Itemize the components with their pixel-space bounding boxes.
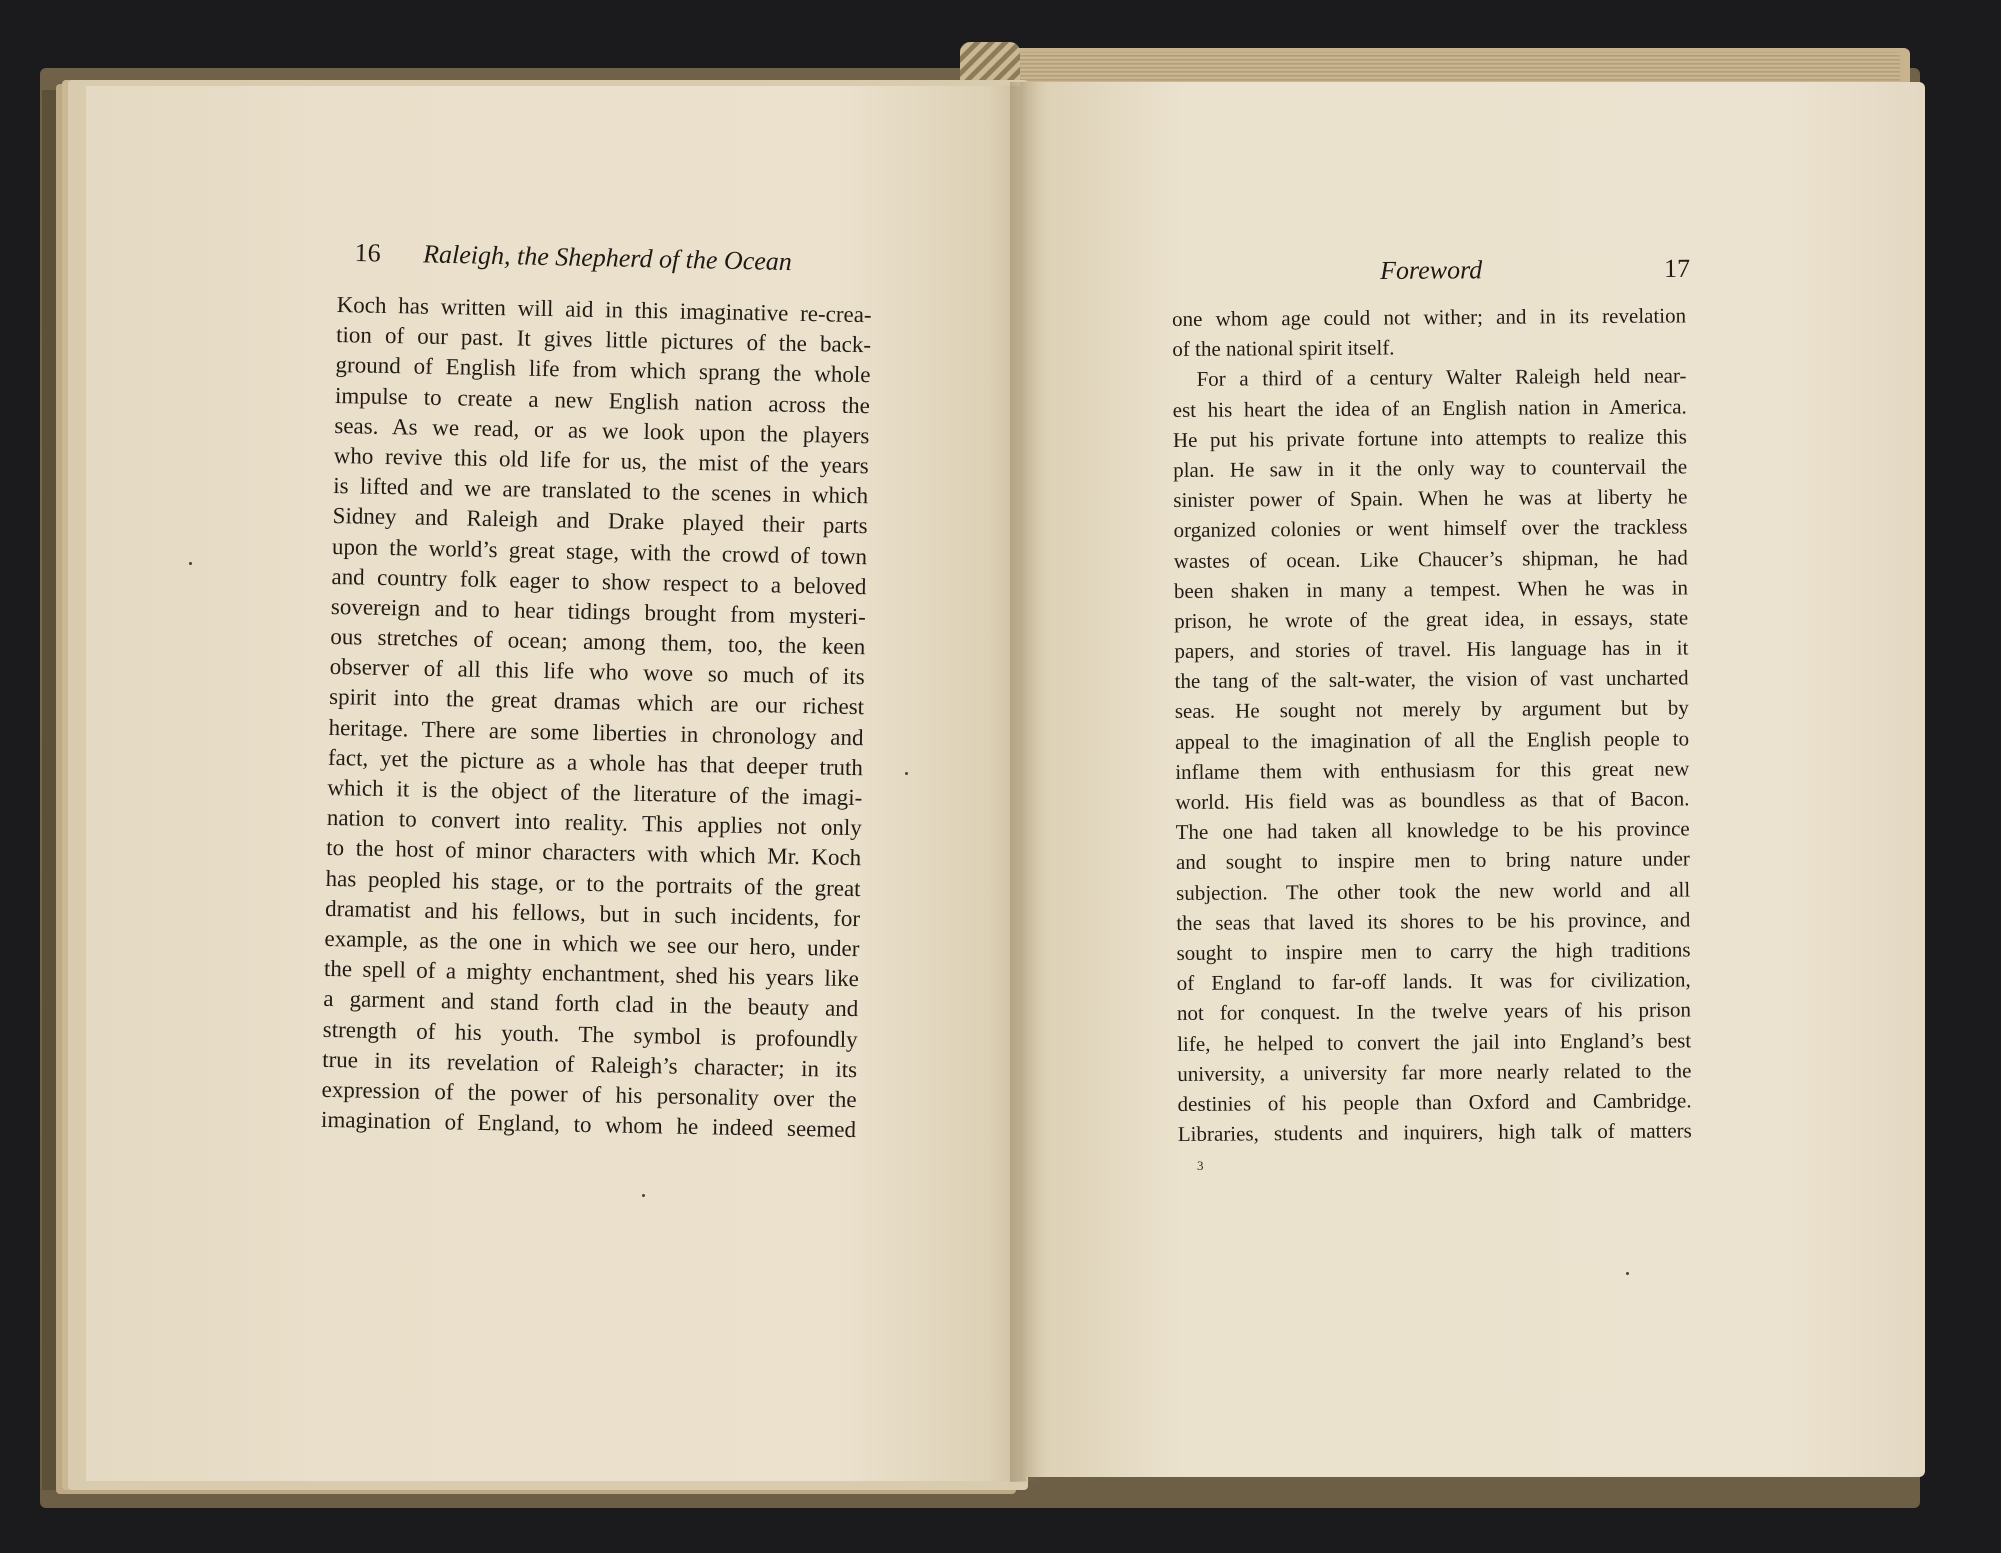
text-line: Libraries, students and inquirers, high talk of matters bbox=[1177, 1118, 1692, 1147]
page-edges-top bbox=[1000, 52, 1900, 82]
text-line: imagination of England, to whom he indeed seemed bbox=[320, 1106, 857, 1143]
text-line: tion of our past. It gives little pictures of the back- bbox=[335, 322, 872, 358]
text-line: He put his private fortune into attempts to realize this bbox=[1172, 424, 1688, 452]
text-line: For a third of a century Walter Raleigh held near- bbox=[1196, 363, 1687, 392]
text-line: est his heart the idea of an English nation in America. bbox=[1172, 393, 1687, 422]
text-line: destinies of his people than Oxford and Cambridge. bbox=[1177, 1088, 1692, 1116]
text-line: sought to inspire men to carry the high traditions bbox=[1176, 937, 1691, 965]
text-line: one whom age could not wither; and in its revelation bbox=[1172, 303, 1687, 331]
text-line: appeal to the imagination of all the English people to bbox=[1174, 726, 1690, 754]
text-line: heritage. There are some liberties in chronology and bbox=[328, 714, 864, 750]
text-line: true in its revelation of Raleigh’s character; in its bbox=[321, 1046, 858, 1082]
left-page-number: 16 bbox=[354, 238, 381, 268]
text-line: is lifted and we are translated to the scenes in which bbox=[333, 473, 869, 509]
text-line: ground of English life from which sprang the whole bbox=[335, 352, 871, 388]
signature-mark: 3 bbox=[1197, 1158, 1204, 1173]
right-page-header bbox=[1380, 254, 1690, 286]
cover-edge bbox=[42, 90, 62, 1490]
text-line: of the national spirit itself. bbox=[1172, 335, 1395, 362]
text-line: the spell of a mighty enchantment, shed his years like bbox=[323, 956, 860, 992]
text-line: sinister power of Spain. When he was at liberty he bbox=[1173, 484, 1688, 513]
paper-speck bbox=[642, 1194, 645, 1197]
text-line: the tang of the salt-water, the vision of vast uncharted bbox=[1174, 665, 1689, 694]
text-line: plan. He saw in it the only way to countervail the bbox=[1173, 454, 1688, 482]
text-line: example, as the one in which we see our hero, under bbox=[324, 925, 860, 962]
text-line: wastes of ocean. Like Chaucer’s shipman, he had bbox=[1173, 544, 1688, 573]
paper-speck bbox=[905, 772, 908, 775]
text-line: of England to far-off lands. It was for civilization, bbox=[1176, 967, 1691, 996]
text-line: not for conquest. In the twelve years of his prison bbox=[1176, 997, 1692, 1026]
text-line: inflame them with enthusiasm for this great new bbox=[1175, 756, 1690, 784]
text-line: Koch has written will aid in this imaginative re-crea- bbox=[336, 291, 872, 328]
text-line: nation to convert into reality. This applies not only bbox=[326, 805, 863, 841]
text-line: strength of his youth. The symbol is profoundly bbox=[322, 1016, 858, 1052]
text-line: ous stretches of ocean; among them, too, the keen bbox=[330, 624, 866, 660]
text-line: sovereign and to hear tidings brought from mysteri- bbox=[330, 593, 867, 630]
text-line: organized colonies or went himself over the trackless bbox=[1173, 514, 1688, 543]
right-page-body bbox=[1172, 300, 1692, 1149]
text-line: seas. He sought not merely by argument but by bbox=[1174, 695, 1689, 724]
text-line: dramatist and his fellows, but in such incidents, for bbox=[324, 895, 861, 931]
text-line: who revive this old life for us, the mist of the years bbox=[333, 442, 869, 479]
text-line: subjection. The other took the new world and all bbox=[1176, 876, 1691, 905]
book-gutter bbox=[1010, 82, 1040, 1482]
text-line: life, he helped to convert the jail into England’s best bbox=[1177, 1027, 1692, 1056]
text-line: impulse to create a new English nation across the bbox=[334, 382, 871, 418]
text-line: spirit into the great dramas which are our richest bbox=[328, 684, 865, 720]
right-running-title: Foreword bbox=[1380, 255, 1483, 285]
text-line: world. His field was as boundless as that of Bacon. bbox=[1175, 786, 1690, 814]
text-line: has peopled his stage, or to the portraits of the great bbox=[325, 865, 861, 901]
text-line: fact, yet the picture as a whole has that deeper truth bbox=[327, 744, 864, 780]
right-page-number: 17 bbox=[1663, 253, 1691, 284]
text-line: which it is the object of the literature of the imagi- bbox=[327, 774, 863, 811]
text-line: Sidney and Raleigh and Drake played their parts bbox=[332, 503, 868, 539]
text-line: the seas that laved its shores to be his province, and bbox=[1176, 907, 1691, 935]
text-line: a garment and stand forth clad in the beauty and bbox=[323, 986, 859, 1022]
text-line: and country folk eager to show respect to a beloved bbox=[331, 563, 867, 599]
left-page-body bbox=[321, 290, 872, 1145]
text-line: to the host of minor characters with which Mr. Koch bbox=[326, 835, 862, 871]
text-line: upon the world’s great stage, with the crowd of town bbox=[331, 533, 868, 569]
paper-speck bbox=[189, 562, 192, 565]
left-running-title: Raleigh, the Shepherd of the Ocean bbox=[422, 239, 793, 277]
text-line: The one had taken all knowledge to be his province bbox=[1175, 816, 1690, 845]
text-line: expression of the power of his personality over the bbox=[321, 1076, 857, 1112]
text-line: observer of all this life who wove so much of its bbox=[329, 654, 865, 690]
text-line: university, a university far more nearly related to the bbox=[1177, 1058, 1692, 1086]
text-line: and sought to inspire men to bring nature under bbox=[1175, 846, 1690, 875]
text-line: seas. As we read, or as we look upon the players bbox=[334, 412, 870, 448]
text-line: been shaken in many a tempest. When he was in bbox=[1173, 575, 1689, 603]
text-line: prison, he wrote of the great idea, in essays, state bbox=[1174, 605, 1689, 633]
text-line: papers, and stories of travel. His language has in it bbox=[1174, 635, 1689, 664]
paper-speck bbox=[1626, 1272, 1629, 1275]
